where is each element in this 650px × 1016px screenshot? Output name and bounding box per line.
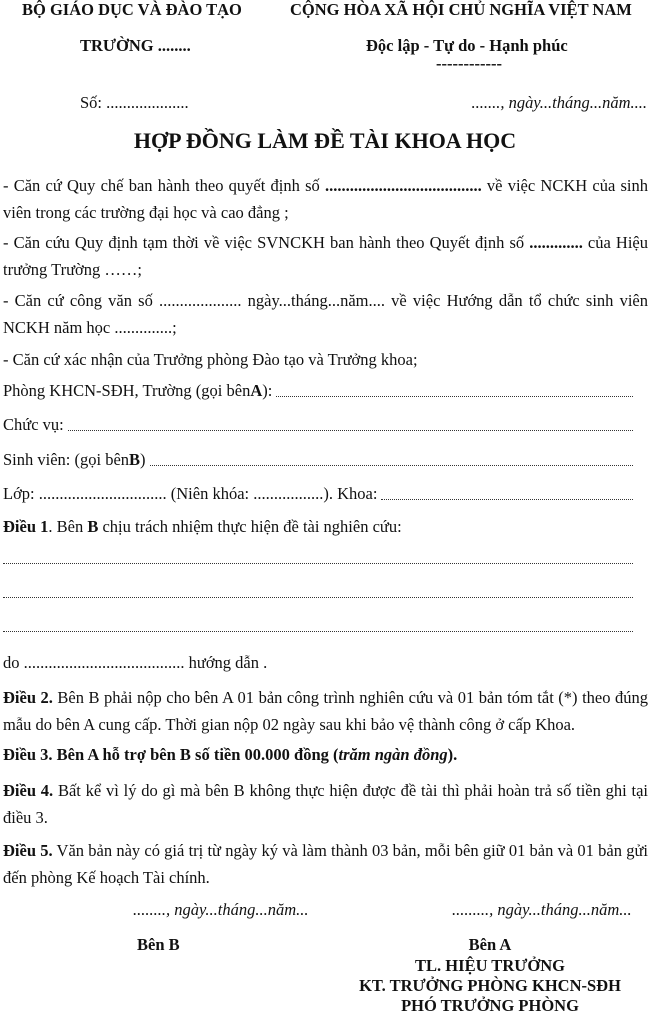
blank-line bbox=[150, 464, 633, 466]
text: Điều 3. Bên A hỗ trợ bên B số tiền 00.000 đồng ( bbox=[3, 745, 339, 764]
text: về việc NCKH của sinh viên trong các trường đại học và cao đẳng ; bbox=[3, 176, 648, 222]
blank: ............. bbox=[529, 233, 583, 252]
label: A bbox=[250, 381, 263, 400]
document-title: HỢP ĐỒNG LÀM ĐỀ TÀI KHOA HỌC bbox=[133, 128, 517, 153]
blank: ...................................... bbox=[324, 176, 482, 195]
class-field bbox=[3, 484, 633, 504]
article-4 bbox=[3, 777, 648, 831]
ministry-name: BỘ GIÁO DỤC VÀ ĐÀO TẠO bbox=[22, 0, 242, 19]
blank-line bbox=[3, 596, 633, 598]
label: Chức vụ: bbox=[3, 415, 64, 434]
text: B bbox=[87, 517, 99, 536]
text: chịu trách nhiệm thực hiện đề tài nghiên cứu: bbox=[98, 517, 402, 536]
preamble-4: - Căn cứ xác nhận của Trưởng phòng Đào tạo và Trưởng khoa; bbox=[3, 350, 418, 369]
party-a-title-3: PHÓ TRƯỞNG PHÒNG bbox=[401, 996, 579, 1015]
party-a-title-2: KT. TRƯỞNG PHÒNG KHCN-SĐH bbox=[359, 976, 621, 995]
article-2 bbox=[3, 684, 648, 738]
text: - Căn cứu Quy định tạm thời về việc SVNCKH ban hành theo Quyết định số bbox=[3, 233, 530, 252]
blank-line-3 bbox=[3, 620, 633, 636]
republic-name: CỘNG HÒA XÃ HỘI CHỦ NGHĨA VIỆT NAM bbox=[290, 0, 632, 19]
label: B bbox=[129, 450, 141, 469]
text: ). bbox=[447, 745, 458, 764]
blank-line bbox=[276, 395, 633, 397]
blank-line bbox=[3, 630, 633, 632]
label: Điều 4. bbox=[3, 781, 54, 800]
article-5 bbox=[3, 837, 648, 891]
motto: Độc lập - Tự do - Hạnh phúc bbox=[366, 36, 568, 55]
party-b-field bbox=[3, 450, 633, 470]
article-1 bbox=[3, 517, 402, 537]
party-a-field bbox=[3, 381, 633, 401]
blank-line bbox=[381, 498, 633, 500]
party-a-signature: Bên A bbox=[468, 935, 512, 954]
school-name: TRƯỜNG ........ bbox=[80, 36, 191, 55]
label: Điều 1 bbox=[3, 517, 49, 536]
blank-line bbox=[68, 429, 633, 431]
blank-line-2 bbox=[3, 586, 633, 602]
text: Bên B phải nộp cho bên A 01 bản công trình nghiên cứu và 01 bản tóm tắt (*) theo đúng mẫu do bên A cung cấp. Thời gian nộp 02 ngày sau khi bảo vệ thành công ở cấp Khoa. bbox=[3, 688, 648, 734]
article-3 bbox=[3, 745, 457, 765]
label: Sinh viên: (gọi bên bbox=[3, 450, 130, 469]
blank-line-1 bbox=[3, 552, 633, 568]
preamble-2 bbox=[3, 229, 648, 283]
text: Bất kể vì lý do gì mà bên B không thực hiện được đề tài thì phải hoàn trả số tiền ghi tại điều 3. bbox=[3, 781, 649, 827]
text: của Hiệu trưởng Trường ……; bbox=[3, 233, 648, 279]
text: Văn bản này có giá trị từ ngày ký và làm thành 03 bản, mỗi bên giữ 01 bản và 01 bản gửi đến phòng Kế hoạch Tài chính. bbox=[3, 841, 648, 887]
motto-divider: ------------ bbox=[436, 54, 502, 73]
preamble-3: - Căn cứ công văn số .................... ngày...tháng...năm.... về việc Hướng dẫn tổ chức sinh viên NCKH năm học ..............; bbox=[3, 291, 648, 337]
label: ): bbox=[262, 381, 273, 400]
label: Điều 5. bbox=[3, 841, 53, 860]
preamble-1 bbox=[3, 172, 648, 226]
document-date: ......., ngày...tháng...năm.... bbox=[471, 93, 647, 112]
party-a-title-1: TL. HIỆU TRƯỞNG bbox=[415, 956, 565, 975]
text: . Bên bbox=[48, 517, 88, 536]
label: Lớp: ............................... (Niên khóa: .................). Khoa: bbox=[3, 484, 378, 503]
text: trăm ngàn đồng bbox=[338, 745, 448, 764]
party-b-signature: Bên B bbox=[137, 935, 180, 954]
label: ) bbox=[140, 450, 146, 469]
article-1-guide: do ....................................... hướng dẫn . bbox=[3, 653, 268, 672]
signature-date-a: ........., ngày...tháng...năm... bbox=[452, 900, 632, 919]
blank-line bbox=[3, 562, 633, 564]
label: Điều 2. bbox=[3, 688, 53, 707]
label: Phòng KHCN-SĐH, Trường (gọi bên bbox=[3, 381, 251, 400]
text: - Căn cứ Quy chế ban hành theo quyết định số bbox=[3, 176, 325, 195]
position-field bbox=[3, 415, 633, 435]
document-number: Số: .................... bbox=[80, 93, 189, 112]
signature-date-b: ........, ngày...tháng...năm... bbox=[133, 900, 309, 919]
